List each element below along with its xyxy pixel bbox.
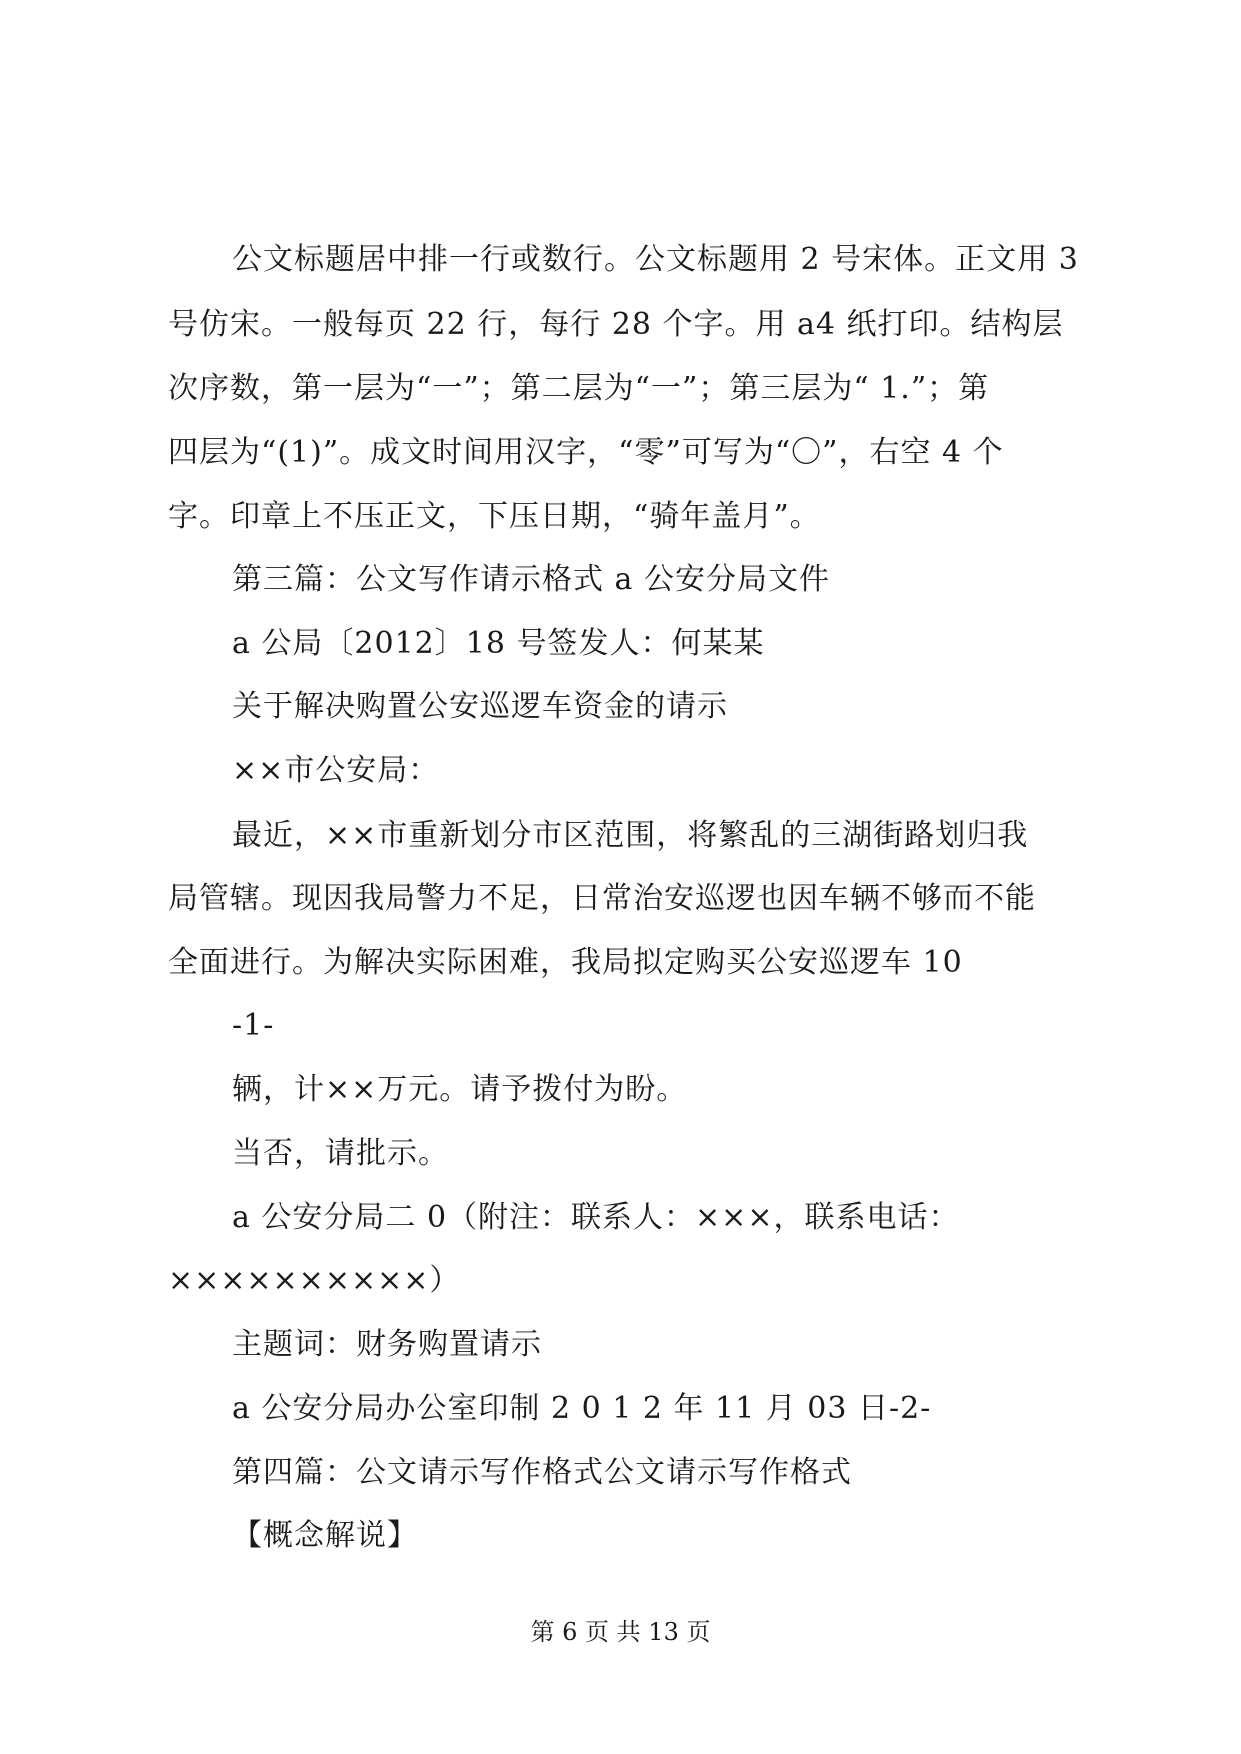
body-line-4: 四层为“(1)”。成文时间用汉字，“零”可写为“〇”，右空 4 个 xyxy=(168,435,1004,470)
body-line-12: 全面进行。为解决实际困难，我局拟定购买公安巡逻车 10 xyxy=(168,945,963,980)
body-line-3: 次序数，第一层为“一”；第二层为“一”；第三层为“ 1.”；第 xyxy=(168,371,990,406)
body-line-1: 公文标题居中排一行或数行。公文标题用 2 号宋体。正文用 3 xyxy=(232,242,1079,277)
inline-page-marker: -1- xyxy=(232,1008,275,1043)
body-line-17: ××××××××××） xyxy=(168,1263,461,1298)
body-line-10: 最近，××市重新划分市区范围，将繁乱的三湖街路划归我 xyxy=(232,818,1029,853)
doc-number-line: a 公局〔2012〕18 号签发人：何某某 xyxy=(232,626,765,661)
section-heading-4: 第四篇：公文请示写作格式公文请示写作格式 xyxy=(232,1455,852,1490)
body-line-14: 辆，计××万元。请予拨付为盼。 xyxy=(232,1072,688,1107)
request-title: 关于解决购置公安巡逻车资金的请示 xyxy=(232,689,728,724)
body-line-2: 号仿宋。一般每页 22 行，每行 28 个字。用 a4 纸打印。结构层 xyxy=(168,307,1064,342)
body-line-16: a 公安分局二 0（附注：联系人：×××，联系电话： xyxy=(232,1200,960,1235)
section-heading-3: 第三篇：公文写作请示格式 a 公安分局文件 xyxy=(232,562,830,597)
body-line-11: 局管辖。现因我局警力不足，日常治安巡逻也因车辆不够而不能 xyxy=(168,881,1036,916)
recipient-line: ××市公安局： xyxy=(232,753,440,788)
body-line-15: 当否，请批示。 xyxy=(232,1136,449,1171)
body-line-5: 字。印章上不压正文，下压日期，“骑年盖月”。 xyxy=(168,499,821,534)
subject-words-line: 主题词：财务购置请示 xyxy=(232,1327,542,1362)
page-footer: 第 6 页 共 13 页 xyxy=(530,1618,711,1646)
printing-office-line: a 公安分局办公室印制 2 0 1 2 年 11 月 03 日-2- xyxy=(232,1391,932,1426)
concept-heading: 【概念解说】 xyxy=(232,1518,418,1553)
